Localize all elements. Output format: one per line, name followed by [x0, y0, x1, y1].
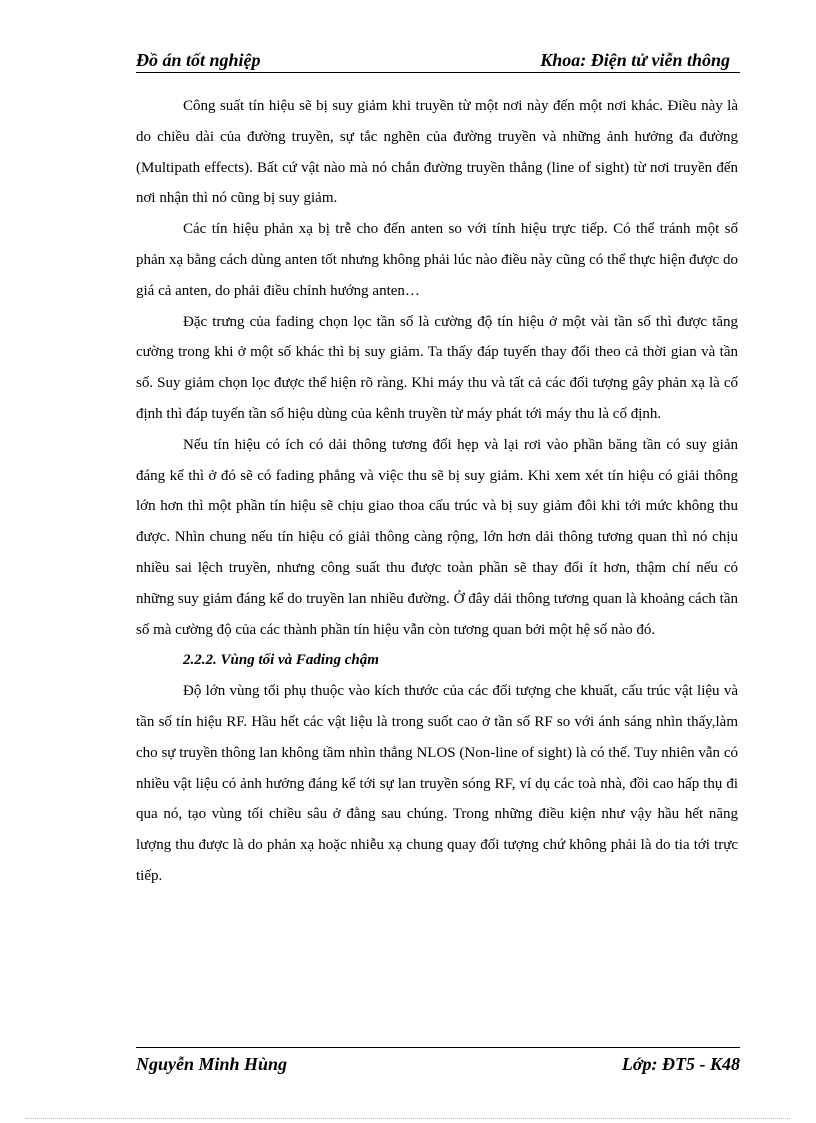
header-department: Khoa: Điện tử viễn thông: [540, 50, 730, 70]
paragraph-2: Các tín hiệu phản xạ bị trễ cho đến anten so với tính hiệu trực tiếp. Có thể tránh một số phản xạ bằng cách dùng anten tốt nhưng không phải lúc nào điều này cũng có thể thực hiện được do giá cả anten, do phải điều chỉnh hướng anten…: [136, 221, 738, 299]
paragraph-1: Công suất tín hiệu sẽ bị suy giảm khi truyền từ một nơi này đến một nơi khác. Điều này là do chiều dài của đường truyền, sự tắc nghẽn của đường truyền và những ảnh hưởng đa đường (Multipath effects). Bất cứ vật nào mà nó chắn đường truyền thẳng (line of sight) từ nơi truyền đến nơi nhận thì nó cũng bị suy giảm.: [136, 98, 738, 207]
page-footer: [136, 1047, 740, 1078]
page-bottom-edge: [26, 1118, 790, 1119]
paragraph-3: Đặc trưng của fading chọn lọc tần số là cường độ tín hiệu ở một vài tần số thì được tăng cường trong khi ở một số khác thì bị suy giảm. Ta thấy đáp tuyến thay đổi theo cả thời gian và tần số. Suy giảm chọn lọc được thể hiện rõ ràng. Khi máy thu và tất cả các đối tượng gây phản xạ là cố định thì đáp tuyến tần số hiệu dùng của kênh truyền từ máy phát tới máy thu là cố định.: [136, 313, 738, 422]
paragraph-4: Nếu tín hiệu có ích có dải thông tương đối hẹp và lại rơi vào phần băng tần có suy giản đáng kể thì ở đó sẽ có fading phẳng và việc thu sẽ bị suy giảm. Khi xem xét tín hiệu có giải thông lớn hơn thì một phần tín hiệu sẽ chịu giao thoa cấu trúc và bị suy giảm đôi khi tới mức không thu được. Nhìn chung nếu tín hiệu có giải thông càng rộng, lớn hơn dải thông tương quan thì nó chịu nhiều sai lệch truyền, nhưng công suất thu được toàn phần sẽ thay đổi ít hơn, thậm chí nếu có những suy giảm đáng kể do truyền lan nhiều đường. Ở đây dải thông tương quan là khoảng cách tần số mà cường độ của các thành phần tín hiệu vẫn còn tương quan bởi một hệ số nào đó.: [136, 436, 738, 638]
footer-author: Nguyễn Minh Hùng: [136, 1054, 288, 1074]
document-body: [136, 91, 738, 892]
paragraph-5: Độ lớn vùng tối phụ thuộc vào kích thước của các đối tượng che khuất, cấu trúc vật liệu và tần số tín hiệu RF. Hầu hết các vật liệu là trong suốt cao ở tần số RF so với ánh sáng nhìn thấy,làm cho sự truyền thông lan không tầm nhìn thẳng NLOS (Non-line of sight) là có thể. Tuy nhiên vẫn có nhiều vật liệu có ảnh hưởng đáng kể tới sự lan truyền sóng RF, ví dụ các toà nhà, đồi cao hấp thụ đi qua nó, tạo vùng tối chiều sâu ở đằng sau chúng. Trong những điều kiện như vậy hầu hết năng lượng thu được là do phản xạ hoặc nhiễu xạ chung quay đối tượng chứ không phải là do tia tới trực tiếp.: [136, 683, 738, 884]
page-header: [136, 50, 740, 73]
header-title: Đồ án tốt nghiệp: [136, 50, 261, 70]
footer-class: Lớp: ĐT5 - K48: [621, 1054, 740, 1074]
section-heading: 2.2.2. Vùng tối và Fading chậm: [183, 652, 379, 669]
